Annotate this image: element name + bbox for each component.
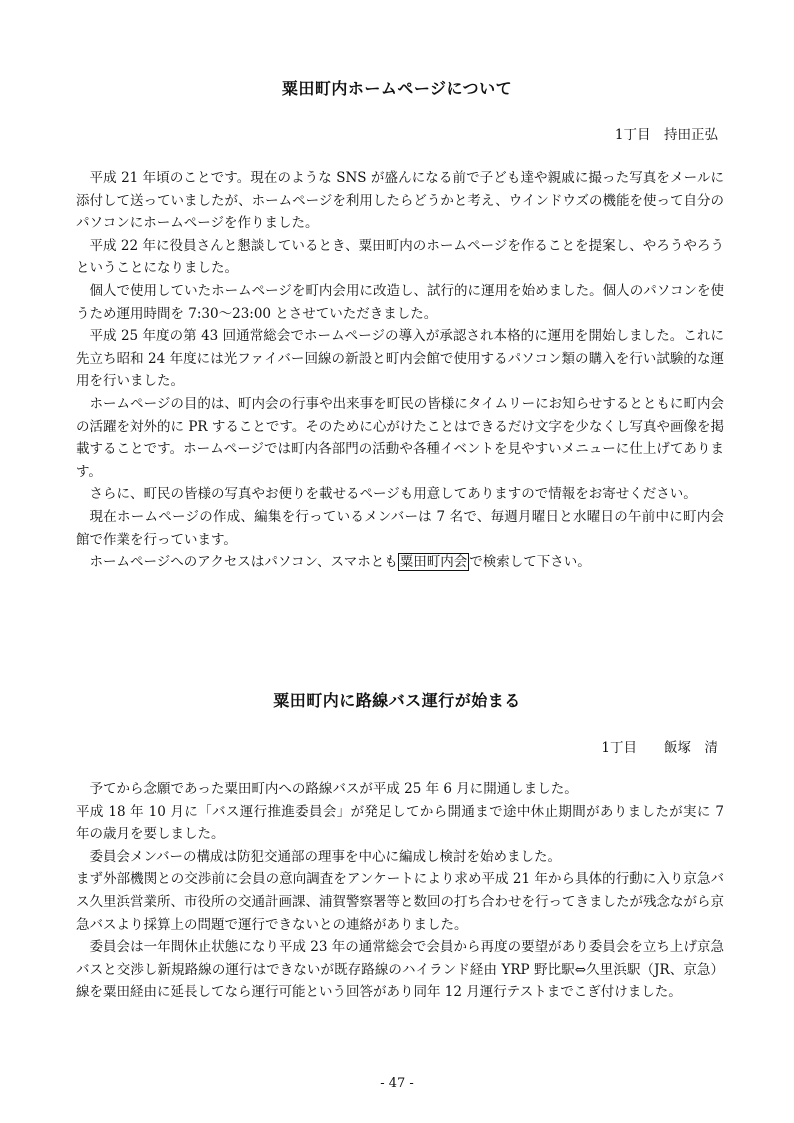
paragraph: 個人で使用していたホームページを町内会用に改造し、試行的に運用を始めました。個人のパソコンを使うため運用時間を 7:30～23:00 とさせていただきました。: [76, 282, 724, 322]
paragraph: 予てから念願であった粟田町内への路線バスが平成 25 年 6 月に開通しました。: [89, 781, 578, 797]
paragraph: まず外部機関との交渉前に会員の意向調査をアンケートにより求め平成 21 年から具体的行動に入り京急バス久里浜営業所、市役所の交通計画課、浦賀警察署等と数回の打ち合わせを行ってきましたが残念ながら京急バスより採算上の問題で運行できないとの連絡がありました。: [76, 871, 724, 933]
page-number: - 47 -: [380, 1076, 414, 1091]
article-title: 粟田町内に路線バス運行が始まる: [273, 691, 521, 710]
search-hint-text: で検索して下さい。: [469, 554, 591, 571]
article-body: [76, 167, 724, 574]
paragraph: 現在ホームページの作成、編集を行っているメンバーは 7 名で、毎週月曜日と水曜日の午前中に町内会館で作業を行っています。: [76, 508, 724, 548]
search-hint-text: ホームページへのアクセスはパソコン、スマホとも: [89, 554, 398, 571]
article-author: 1丁目 飯塚 清: [601, 740, 718, 756]
search-term-box: 粟田町内会: [399, 554, 468, 571]
paragraph: 平成 22 年に役員さんと懇談しているとき、粟田町内のホームページを作ることを提案し、やろうやろうということになりました。: [76, 237, 724, 277]
paragraph-search-hint: [76, 551, 724, 574]
article-title: 粟田町内ホームページについて: [281, 79, 513, 98]
paragraph: ホームページの目的は、町内会の行事や出来事を町民の皆様にタイムリーにお知らせするとともに町内会の活躍を対外的に PR することです。そのために心がけたことはできるだけ文字を少なくし写真や画像を掲載することです。ホームページでは町内各部門の活動や各種イベントを見やすいメニューに仕上げてあります。: [76, 395, 724, 480]
paragraph: 平成 25 年度の第 43 回通常総会でホームページの導入が承認され本格的に運用を開始しました。これに先立ち昭和 24 年度には光ファイバー回線の新設と町内会館で使用するパソコン類の購入を行い試験的な運用を行いました。: [76, 328, 724, 390]
paragraph: 平成 18 年 10 月に「バス運行推進委員会」が発足してから開通まで途中休止期間がありましたが実に 7 年の歳月を要しました。: [76, 803, 724, 843]
article-body: [76, 778, 724, 1004]
paragraph: 委員会メンバーの構成は防犯交通部の理事を中心に編成し検討を始めました。: [89, 848, 562, 865]
paragraph: さらに、町民の皆様の写真やお便りを載せるページも用意してありますので情報をお寄せください。: [89, 486, 697, 503]
paragraph: 委員会は一年間休止状態になり平成 23 年の通常総会で会員から再度の要望があり委員会を立ち上げ京急バスと交渉し新規路線の運行はできないが既存路線のハイランド経由 YRP 野比駅⇔久里浜駅（JR、京急）線を粟田経由に延長してなら運行可能という回答があり同年 12 月運行テストまでこぎ付けました。: [76, 939, 724, 1001]
paragraph: 平成 21 年頃のことです。現在のような SNS が盛んになる前で子ども達や親戚に撮った写真をメールに添付して送っていましたが、ホームページを利用したらどうかと考え、ウインドウズの機能を使って自分のパソコンにホームページを作りました。: [76, 170, 724, 232]
article-author: 1丁目 持田正弘: [614, 127, 718, 143]
